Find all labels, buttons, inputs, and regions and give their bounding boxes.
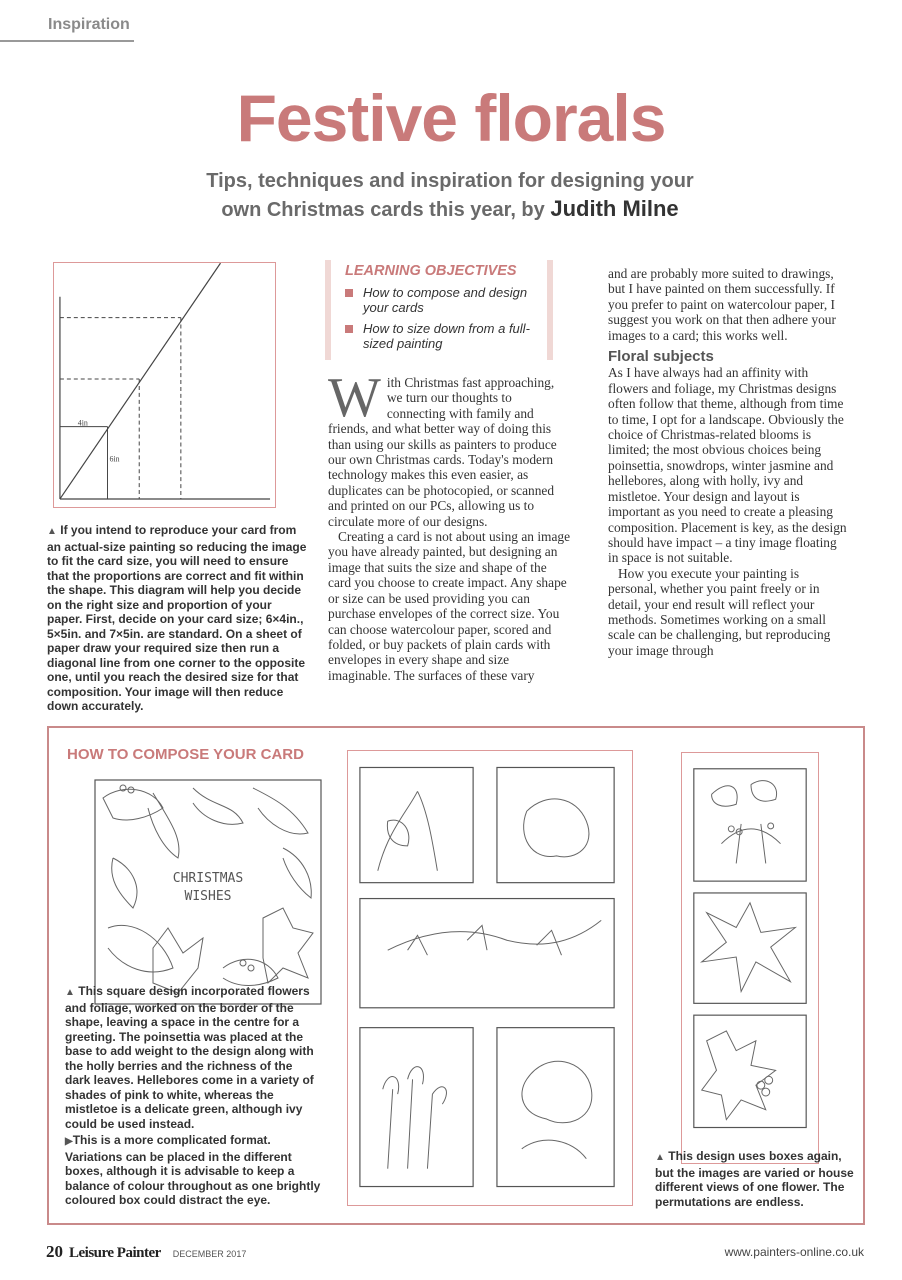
subtitle xyxy=(150,167,750,224)
subtitle-line1: Tips, techniques and inspiration for designing your xyxy=(206,170,694,192)
body-column-3 xyxy=(608,266,848,658)
objectives-heading: LEARNING OBJECTIVES xyxy=(345,263,517,279)
proportion-diagram-drawing xyxy=(54,263,275,507)
page-title: Festive florals xyxy=(236,81,666,155)
body-paragraph-1: ith Christmas fast approaching, we turn our thoughts to connecting with family and friends, and what better way of doing this than using our skills as painters to produce our own Christmas cards. Today's modern technology makes this even easier, as duplicates can be photocopied, or scanned and printed on our PCs, allowing us to circulate more of our designs. xyxy=(328,375,557,529)
footer-url: www.painters-online.co.uk xyxy=(724,1245,864,1259)
width-label: 4in xyxy=(77,418,88,428)
complex-format-caption-text: This is a more complicated format. Variations can be placed in the different boxes, although it is advisable to keep a balance of colour throughout as one brightly coloured box could distract the eye. xyxy=(65,1133,321,1207)
dropcap: W xyxy=(328,367,381,429)
boxes-design-caption-text: This design uses boxes again, but the images are varied or house different views of one flower. The permutations are endless. xyxy=(655,1149,854,1209)
diagram-caption-text: If you intend to reproduce your card from an actual-size painting so reducing the image to fit the card size, you will need to ensure that the proportions are correct and fit within the shape. This diagram will help you decide on the right size and proportion of your paper. First, decide on your card size; 6×4in., 5×5in. and 7×5in. are standard. On a sheet of paper draw your required size then run a diagonal line from one corner to the opposite one, until you reach the desired size for that composition. Your image will then reduce down accurately. xyxy=(47,523,307,713)
triangle-right-icon: ▶ xyxy=(65,1136,73,1147)
subtitle-line2: own Christmas cards this year, by xyxy=(221,199,545,221)
christmas-card-drawing xyxy=(93,778,323,1006)
learning-objectives xyxy=(325,260,553,360)
boxes-design-caption xyxy=(655,1149,855,1209)
square-design-caption xyxy=(65,984,321,1131)
triangle-up-icon: ▲ xyxy=(655,1152,665,1163)
diagram-caption xyxy=(47,523,307,714)
triangle-up-icon: ▲ xyxy=(65,987,75,998)
objectives-list xyxy=(345,285,547,351)
objective-item: How to size down from a full-sized painting xyxy=(345,321,547,351)
multi-box-drawing xyxy=(348,751,632,1205)
section-tag xyxy=(0,14,134,42)
body-paragraph-2: Creating a card is not about using an image you have already painted, but designing an image that suits the size and shape of the card you choose to create impact. Any shape or size can be used providing you can purchase envelopes of the correct size. You can choose watercolour paper, scored and folded, or buy packets of plain cards with envelopes in every shape and size imaginable. The surfaces of these vary xyxy=(328,529,571,683)
square-design-caption-text: This square design incorporated flowers and foliage, worked on the border of the shape, leaving a space in the centre for a greeting. The poinsettia was placed at the base to add weight to the design along with the holly berries and the richness of the dark leaves. Hellebores come in a variety of shades of pink to white, whereas the mistletoe is a delicate green, although ivy could be used instead. xyxy=(65,984,314,1131)
compose-panel xyxy=(47,726,865,1225)
objective-item: How to compose and design your cards xyxy=(345,285,547,315)
footer-left xyxy=(46,1242,246,1262)
height-label: 6in xyxy=(109,454,120,464)
body-paragraph-3: and are probably more suited to drawings, but I have painted on them successfully. If you prefer to paint on watercolour paper, I suggest you work on that then adhere your images to a card; this works well. xyxy=(608,266,836,343)
section-tag-label: Inspiration xyxy=(48,16,130,33)
author-name: Judith Milne xyxy=(550,196,679,221)
compose-heading: HOW TO COMPOSE YOUR CARD xyxy=(67,746,304,763)
body-paragraph-4: As I have always had an affinity with flowers and foliage, my Christmas designs often follow that theme, although from time to time, I opt for a landscape. Obviously the choice of Christmas-related blooms is limited; the most obvious choices being poinsettia, snowdrops, winter jasmine and hellebores, along with holly, ivy and mistletoe. Your design and layout is important as you need to create a pleasing composition. Placement is key, as the design should have impact – a tiny image floating in space is not suitable. xyxy=(608,365,847,566)
proportion-diagram xyxy=(53,262,276,508)
page-number: 20 xyxy=(46,1242,63,1261)
body-paragraph-5: How you execute your painting is personal, whether you paint freely or in detail, your end result will reflect your methods. Sometimes working on a small scale can be challenging, but reproducing your image through xyxy=(608,565,831,658)
triangle-up-icon: ▲ xyxy=(47,526,57,537)
magazine-name: Leisure Painter xyxy=(69,1245,161,1261)
body-column-2 xyxy=(328,367,572,683)
multi-box-card xyxy=(347,750,633,1206)
complex-format-caption xyxy=(65,1133,321,1208)
section-heading: Floral subjects xyxy=(608,348,714,366)
issue-date: DECEMBER 2017 xyxy=(172,1249,247,1259)
vertical-boxes-card xyxy=(681,752,819,1164)
card-greeting-line1: CHRISTMAS xyxy=(172,871,244,886)
christmas-wishes-card xyxy=(93,778,323,1006)
vertical-boxes-drawing xyxy=(682,753,818,1163)
card-greeting-line2: WISHES xyxy=(184,889,232,904)
